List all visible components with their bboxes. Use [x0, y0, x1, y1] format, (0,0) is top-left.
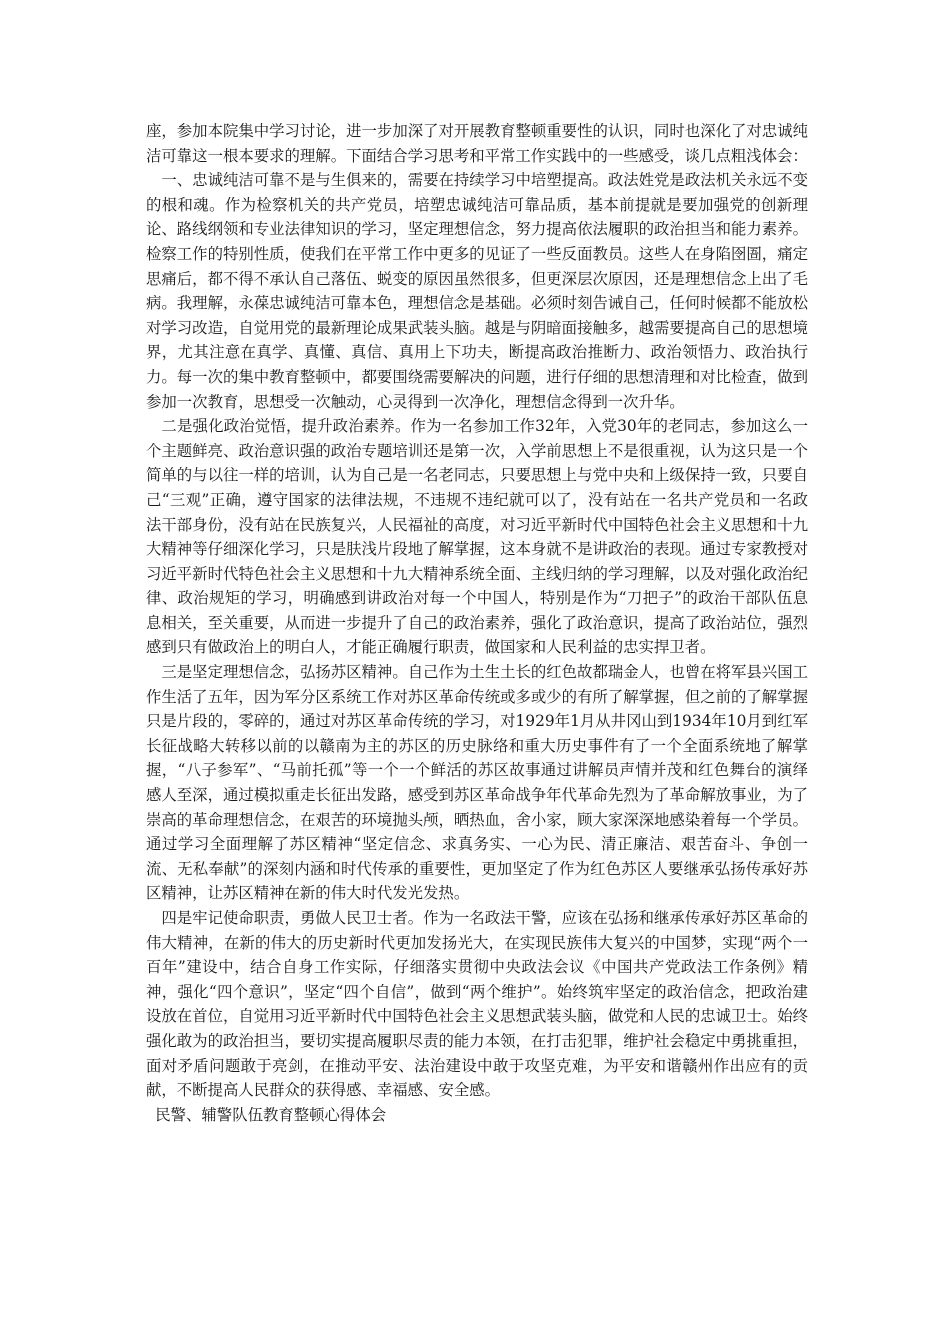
- paragraph-point-one: 一、忠诚纯洁可靠不是与生俱来的，需要在持续学习中培塑提高。政法姓党是政法机关永远不变的根和魂。作为检察机关的共产党员，培塑忠诚纯洁可靠品质，基本前提就是要加强党的创新理论、路线纲领和专业法律知识的学习，坚定理想信念，努力提高依法履职的政治担当和能力素养。检察工作的特别性质，使我们在平常工作中更多的见证了一些反面教员。这些人在身陷囹圄，痛定思痛后，都不得不承认自己落伍、蜕变的原因虽然很多，但更深层次原因，还是理想信念上出了毛病。我理解，永葆忠诚纯洁可靠本色，理想信念是基础。必须时刻告诫自己，任何时候都不能放松对学习改造，自觉用党的最新理论成果武装头脑。越是与阴暗面接触多，越需要提高自己的思想境界，尤其注意在真学、真懂、真信、真用上下功夫，断提高政治推断力、政治领悟力、政治执行力。每一次的集中教育整顿中，都要围绕需要解决的问题，进行仔细的思想清理和对比检查，做到参加一次教育，思想受一次触动，心灵得到一次净化，理想信念得到一次升华。: [146, 171, 808, 411]
- paragraph-point-two: 二是强化政治觉悟，提升政治素养。作为一名参加工作32年，入党30年的老同志，参加这么一个主题鲜亮、政治意识强的政治专题培训还是第一次，入学前思想上不是很重视，认为这只是一个简单的与以往一样的培训，认为自己是一名老同志，只要思想上与党中央和上级保持一致，只要自己“三观”正确，遵守国家的法律法规，不违规不违纪就可以了，没有站在一名共产党员和一名政法干部身份，没有站在民族复兴，人民福祉的高度，对习近平新时代中国特色社会主义思想和十九大精神等仔细深化学习，只是肤浅片段地了解掌握，这本身就不是讲政治的表现。通过专家教授对习近平新时代特色社会主义思想和十九大精神系统全面、主线归纳的学习理解，以及对强化政治纪律、政治规矩的学习，明确感到讲政治对每一个中国人，特别是作为“刀把子”的政治干部队伍息息相关，至关重要，从而进一步提升了自己的政治素养，强化了政治意识，提高了政治站位，强烈感到只有做政治上的明白人，才能正确履行职责，做国家和人民利益的忠实捍卫者。: [146, 417, 808, 657]
- paragraph-point-four: 四是牢记使命职责，勇做人民卫士者。作为一名政法干警，应该在弘扬和继承传承好苏区革命的伟大精神，在新的伟大的历史新时代更加发扬光大，在实现民族伟大复兴的中国梦，实现“两个一百年”建设中，结合自身工作实际，仔细落实贯彻中央政法会议《中国共产党政法工作条例》精神，强化“四个意识”，坚定“四个自信”，做到“两个维护”。始终筑牢坚定的政治信念，把政治建设放在首位，自觉用习近平新时代中国特色社会主义思想武装头脑，做党和人民的忠诚卫士。始终强化敢为的政治担当，要切实提高履职尽责的能力本领，在打击犯罪，维护社会稳定中勇挑重担，面对矛盾问题敢于亮剑，在推动平安、法治建设中敢于攻坚克难，为平安和谐赣州作出应有的贡献，不断提高人民群众的获得感、幸福感、安全感。: [146, 909, 808, 1100]
- next-section-title: 民警、辅警队伍教育整顿心得体会: [155, 1105, 387, 1124]
- document-body: [146, 119, 808, 1127]
- paragraph-point-three: 三是坚定理想信念，弘扬苏区精神。自己作为土生土长的红色故都瑞金人，也曾在将军县兴国工作生活了五年，因为军分区系统工作对苏区革命传统或多或少的有所了解掌握，但之前的了解掌握只是片段的，零碎的，通过对苏区革命传统的学习，对1929年1月从井冈山到1934年10月到红军长征战略大转移以前的以赣南为主的苏区的历史脉络和重大历史事件有了一个全面系统地了解掌握，“八子参军”、“马前托孤”等一个一个鲜活的苏区故事通过讲解员声情并茂和红色舞台的演绎感人至深，通过模拟重走长征出发路，感受到苏区革命战争年代革命先烈为了革命解放事业，为了崇高的革命理想信念，在艰苦的环境抛头颅，晒热血，舍小家，顾大家深深地感染着每一个学员。通过学习全面理解了苏区精神“坚定信念、求真务实、一心为民、清正廉洁、艰苦奋斗、争创一流、无私奉献”的深刻内涵和时代传承的重要性，更加坚定了作为红色苏区人要继承弘扬传承好苏区精神，让苏区精神在新的伟大时代发光发热。: [146, 663, 808, 903]
- paragraph-intro-continuation: 座，参加本院集中学习讨论，进一步加深了对开展教育整顿重要性的认识，同时也深化了对忠诚纯洁可靠这一根本要求的理解。下面结合学习思考和平常工作实践中的一些感受，谈几点粗浅体会：: [146, 122, 808, 165]
